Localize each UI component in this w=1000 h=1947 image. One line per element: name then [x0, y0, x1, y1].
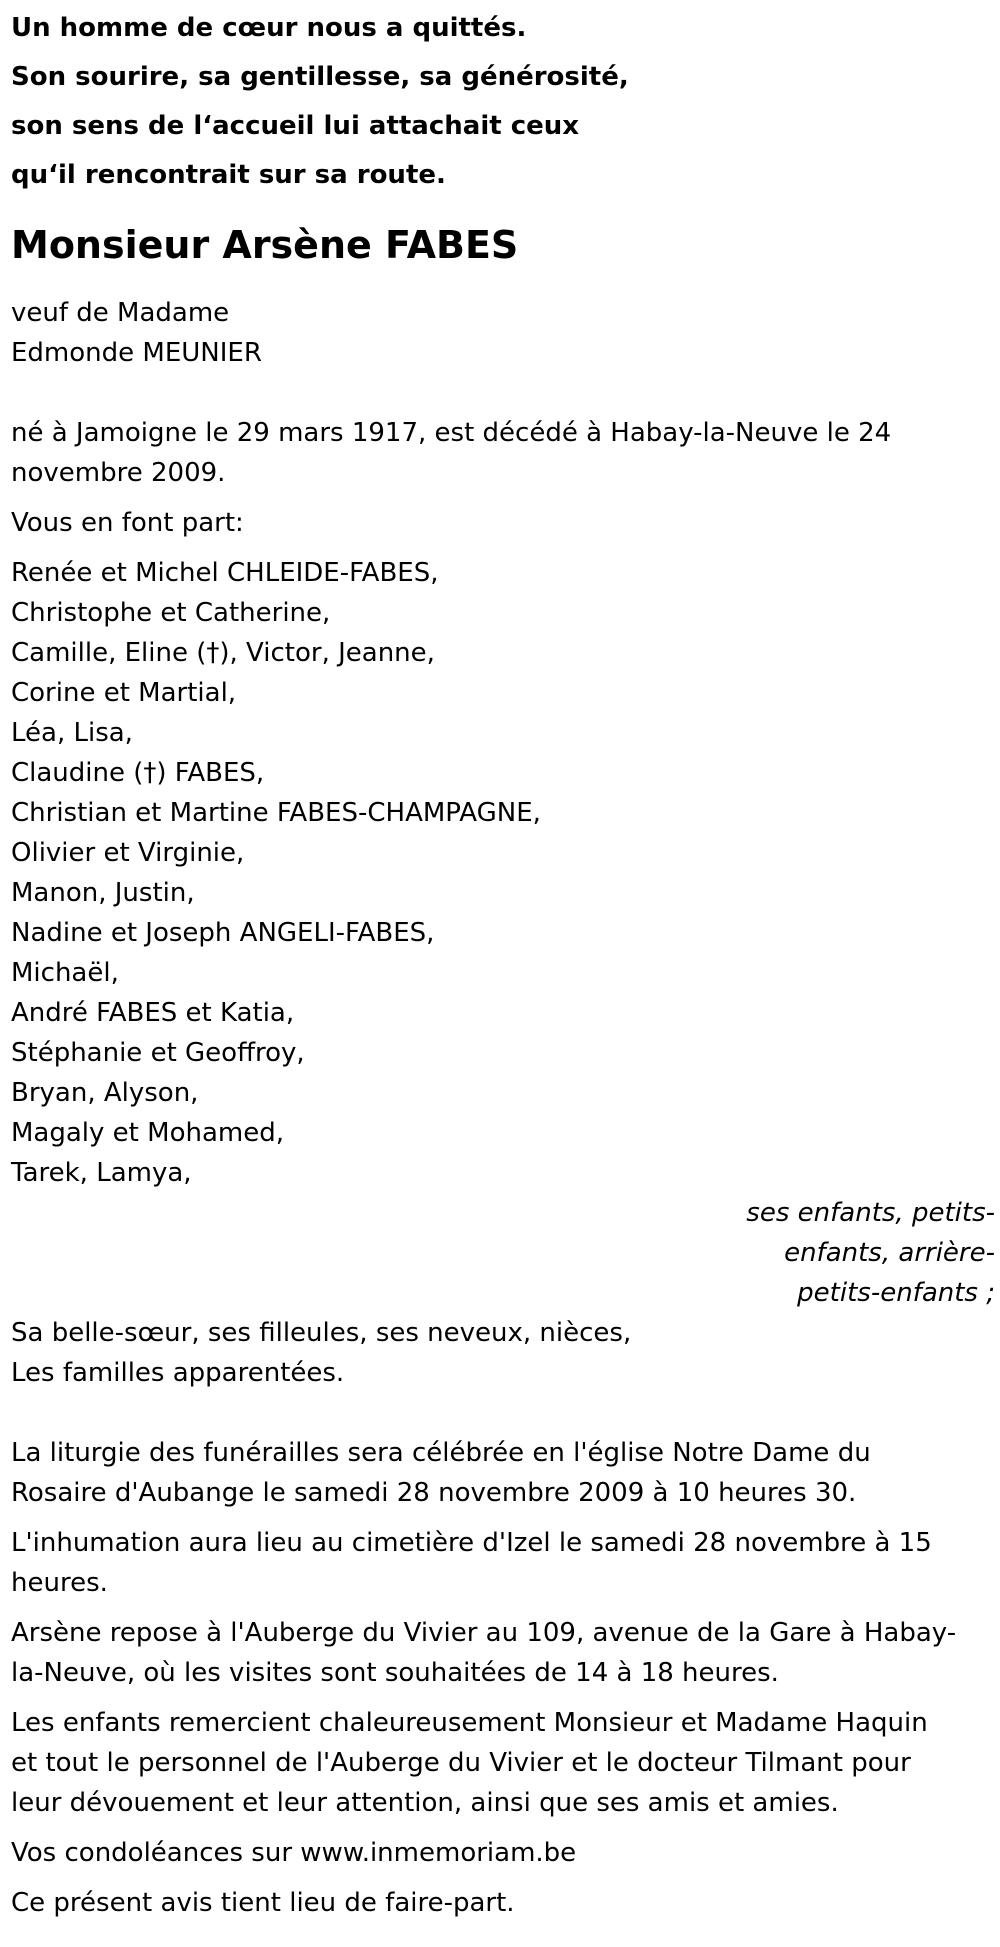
obituary-text — [11, 4, 995, 1923]
thanks-line: et tout le personnel de l'Auberge du Vivier et le docteur Tilmant pour — [11, 1748, 911, 1778]
family-member: Manon, Justin, — [11, 878, 195, 908]
family-member: Bryan, Alyson, — [11, 1078, 199, 1108]
family-member: Léa, Lisa, — [11, 718, 133, 748]
liturgy-line: La liturgie des funérailles sera célébrée en l'église Notre Dame du — [11, 1438, 871, 1468]
family-list — [11, 553, 991, 1193]
relation-line: enfants, arrière- — [784, 1238, 995, 1268]
birth-death-info — [11, 413, 991, 493]
deceased-name: Monsieur Arsène FABES — [11, 223, 519, 267]
widow-line: Edmonde MEUNIER — [11, 338, 262, 368]
extended-family-line: Sa belle-sœur, ses filleules, ses neveux, nièces, — [11, 1318, 632, 1348]
family-member: Camille, Eline (†), Victor, Jeanne, — [11, 638, 435, 668]
family-member: Michaël, — [11, 958, 119, 988]
announcement-intro: Vous en font part: — [11, 508, 244, 538]
liturgy-info — [11, 1433, 991, 1513]
resting-place-info — [11, 1613, 991, 1693]
epitaph-line: son sens de l‘accueil lui attachait ceux — [11, 111, 580, 141]
widow-of — [11, 293, 991, 373]
extended-family-line: Les familles apparentées. — [11, 1358, 345, 1388]
burial-line: L'inhumation aura lieu au cimetière d'Izel le samedi 28 novembre à 15 — [11, 1528, 932, 1558]
family-member: Tarek, Lamya, — [11, 1158, 192, 1188]
burial-line: heures. — [11, 1568, 108, 1598]
family-member: Renée et Michel CHLEIDE-FABES, — [11, 558, 439, 588]
relation-caption — [745, 1193, 995, 1313]
resting-place-line: la-Neuve, où les visites sont souhaitées de 14 à 18 heures. — [11, 1658, 779, 1688]
epitaph-line: Un homme de cœur nous a quittés. — [11, 13, 527, 43]
birth-death-line: né à Jamoigne le 29 mars 1917, est décédé à Habay-la-Neuve le 24 — [11, 418, 892, 448]
widow-line: veuf de Madame — [11, 298, 230, 328]
notice-text: Ce présent avis tient lieu de faire-part. — [11, 1888, 515, 1918]
resting-place-line: Arsène repose à l'Auberge du Vivier au 109, avenue de la Gare à Habay- — [11, 1618, 957, 1648]
relation-line: petits-enfants ; — [797, 1278, 995, 1308]
family-member: André FABES et Katia, — [11, 998, 295, 1028]
thanks-line: Les enfants remercient chaleureusement Monsieur et Madame Haquin — [11, 1708, 928, 1738]
relation-line: ses enfants, petits- — [746, 1198, 995, 1228]
condolences-info: Vos condoléances sur www.inmemoriam.be — [11, 1838, 577, 1868]
thanks-line: leur dévouement et leur attention, ainsi que ses amis et amies. — [11, 1788, 839, 1818]
family-member: Corine et Martial, — [11, 678, 237, 708]
family-member: Claudine (†) FABES, — [11, 758, 265, 788]
thanks-message — [11, 1703, 991, 1823]
extended-family — [11, 1313, 991, 1393]
family-member: Christophe et Catherine, — [11, 598, 331, 628]
family-member: Christian et Martine FABES-CHAMPAGNE, — [11, 798, 541, 828]
family-member: Nadine et Joseph ANGELI-FABES, — [11, 918, 435, 948]
epitaph — [11, 4, 991, 200]
birth-death-line: novembre 2009. — [11, 458, 226, 488]
family-member: Magaly et Mohamed, — [11, 1118, 284, 1148]
liturgy-line: Rosaire d'Aubange le samedi 28 novembre 2009 à 10 heures 30. — [11, 1478, 857, 1508]
epitaph-line: qu‘il rencontrait sur sa route. — [11, 160, 446, 190]
family-member: Olivier et Virginie, — [11, 838, 245, 868]
epitaph-line: Son sourire, sa gentillesse, sa générosité, — [11, 62, 629, 92]
burial-info — [11, 1523, 991, 1603]
family-member: Stéphanie et Geoffroy, — [11, 1038, 305, 1068]
